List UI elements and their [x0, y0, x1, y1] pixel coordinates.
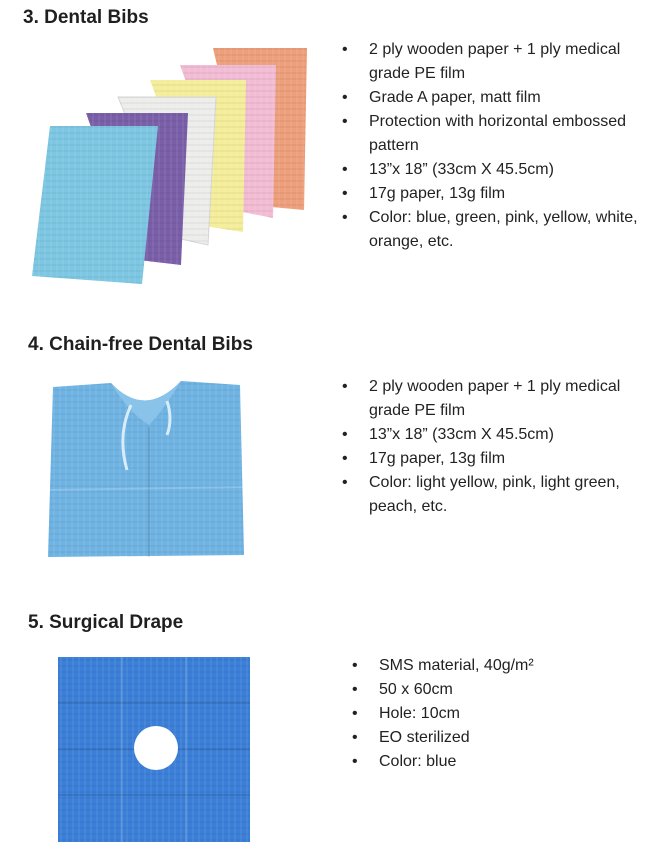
stacked-colored-bibs-image [18, 40, 318, 290]
list-item: • 17g paper, 13g film [342, 182, 660, 206]
list-item: • 2 ply wooden paper + 1 ply medical grade PE film [342, 375, 660, 423]
list-item: • Color: blue [352, 750, 652, 774]
list-item: • 13”x 18” (33cm X 45.5cm) [342, 423, 660, 447]
list-item: • 50 x 60cm [352, 678, 652, 702]
section-title-dental-bibs: 3. Dental Bibs [23, 7, 149, 28]
list-item: • 2 ply wooden paper + 1 ply medical grade PE film [342, 38, 660, 86]
section-title-surgical-drape: 5. Surgical Drape [28, 612, 184, 633]
list-item: • Color: light yellow, pink, light green, peach, etc. [342, 471, 660, 519]
section-title-chain-free-bibs: 4. Chain-free Dental Bibs [28, 334, 253, 355]
list-item: • Hole: 10cm [352, 702, 652, 726]
list-item: • Color: blue, green, pink, yellow, white, orange, etc. [342, 206, 660, 254]
list-item: • SMS material, 40g/m² [352, 654, 652, 678]
list-item: • EO sterilized [352, 726, 652, 750]
dental-bibs-features [342, 38, 660, 254]
chain-free-bib-image [45, 375, 250, 560]
drape-hole [134, 726, 178, 770]
surgical-drape-features [352, 654, 652, 774]
surgical-drape-image [58, 657, 250, 842]
list-item: • 13”x 18” (33cm X 45.5cm) [342, 158, 660, 182]
chain-free-bibs-features [342, 375, 660, 519]
list-item: • 17g paper, 13g film [342, 447, 660, 471]
list-item: • Grade A paper, matt film [342, 86, 660, 110]
list-item: • Protection with horizontal embossed pattern [342, 110, 660, 158]
